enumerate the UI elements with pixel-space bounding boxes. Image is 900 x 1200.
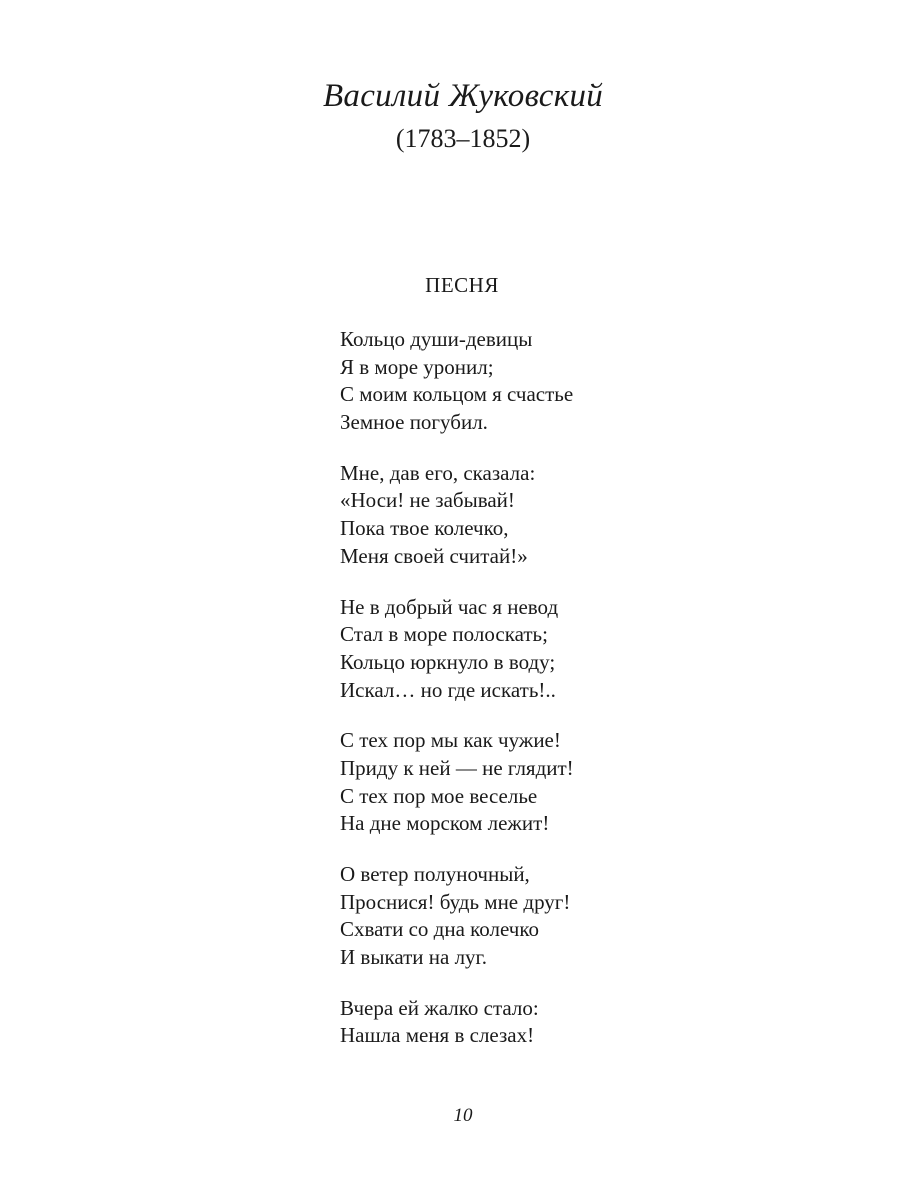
stanza xyxy=(340,995,820,1050)
poem-line: Пока твое колечко, xyxy=(340,516,509,541)
poem-line: Мне, дав его, сказала: xyxy=(340,460,536,485)
stanza xyxy=(340,594,820,705)
poem-line: Я в море уронил; xyxy=(340,354,494,379)
stanza xyxy=(340,727,820,838)
poem-title: ПЕСНЯ xyxy=(425,273,499,297)
poem-body xyxy=(340,326,820,1073)
poem-line: Нашла меня в слезах! xyxy=(340,1023,535,1048)
poem-line: И выкати на луг. xyxy=(340,945,488,970)
poem-line: Не в добрый час я невод xyxy=(340,594,559,619)
stanza xyxy=(340,861,820,972)
poem-line: С тех пор мое веселье xyxy=(340,783,538,808)
poem-line: Кольцо души-девицы xyxy=(340,327,533,351)
poem-line: Схвати со дна колечко xyxy=(340,917,539,942)
poem-line: Вчера ей жалко стало: xyxy=(340,995,539,1020)
poem-line: Меня своей считай!» xyxy=(340,543,528,568)
author-name: Василий Жуковский xyxy=(322,78,604,114)
poem-line: С тех пор мы как чужие! xyxy=(340,728,561,753)
poem-line: «Носи! не забывай! xyxy=(340,488,515,513)
author-years: (1783–1852) xyxy=(395,124,531,153)
poem-line: Кольцо юркнуло в воду; xyxy=(340,649,556,674)
poem-line: С моим кольцом я счастье xyxy=(340,382,574,407)
poem-line: Проснися! будь мне друг! xyxy=(340,889,571,914)
poem-line: Искал… но где искать!.. xyxy=(340,677,556,702)
page-number: 10 xyxy=(453,1105,473,1126)
poem-line: Стал в море полоскать; xyxy=(340,622,548,647)
poem-line: О ветер полуночный, xyxy=(340,862,530,886)
stanza xyxy=(340,326,820,437)
stanza xyxy=(340,460,820,571)
poem-line: Земное погубил. xyxy=(340,410,488,435)
poem-line: Приду к ней — не глядит! xyxy=(340,755,574,780)
poem-line: На дне морском лежит! xyxy=(340,811,550,836)
